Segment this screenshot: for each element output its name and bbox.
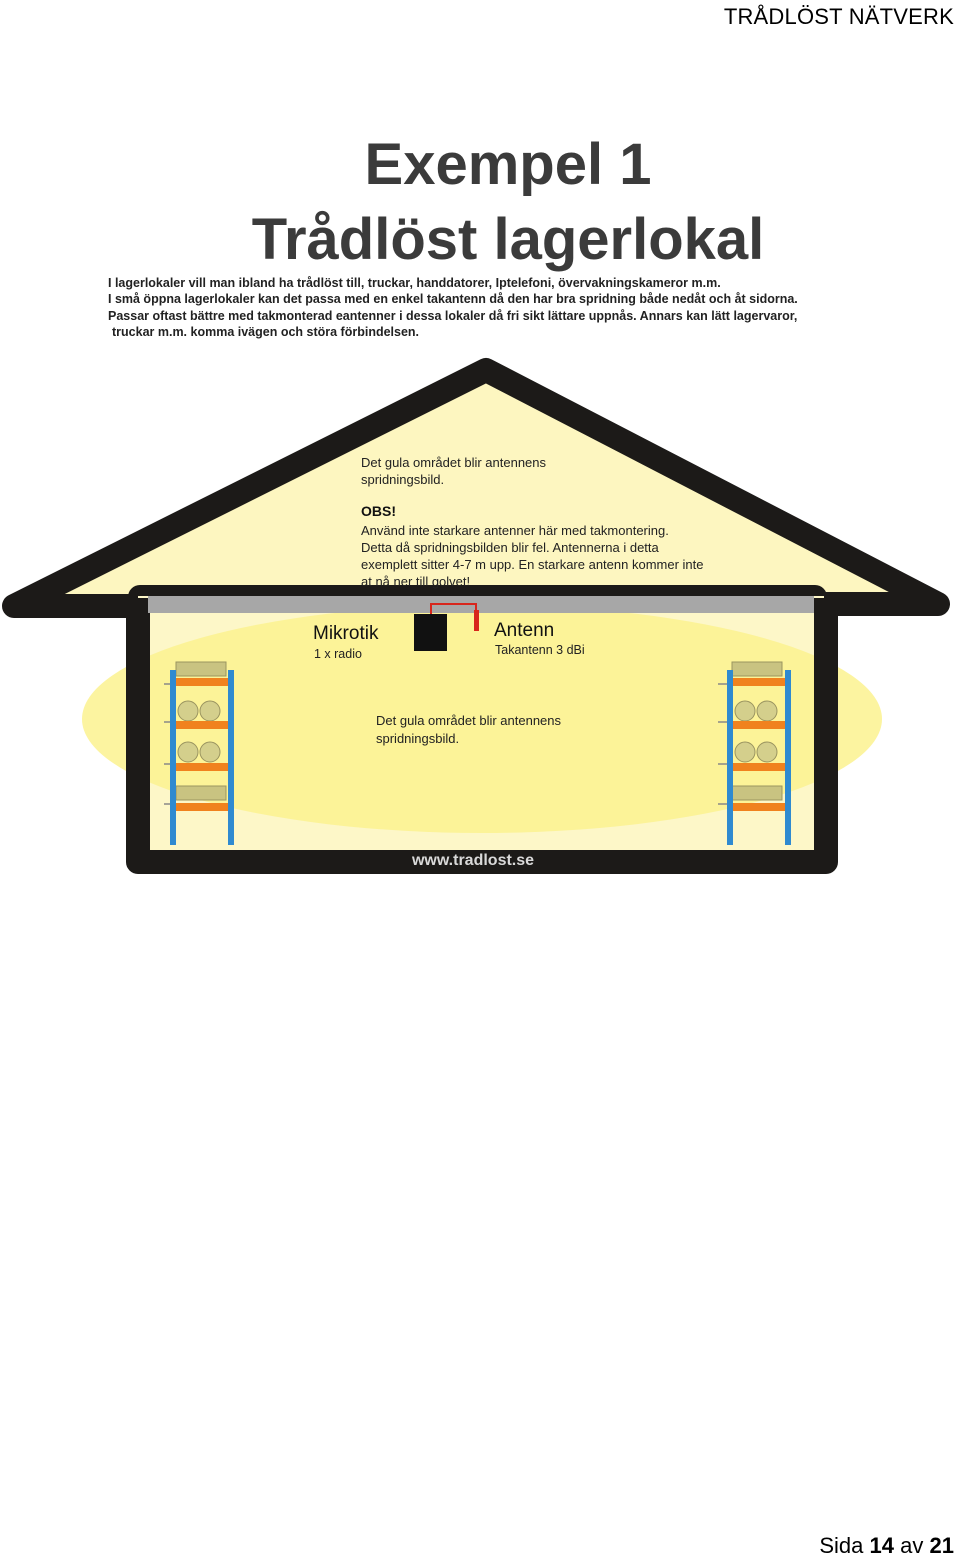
footer-prefix: Sida: [819, 1533, 864, 1558]
obs-line: Detta då spridningsbilden blir fel. Antennerna i detta: [361, 540, 659, 555]
antenna-label: Antenn: [494, 620, 555, 641]
footer-total-pages: 21: [929, 1533, 954, 1558]
obs-line: at nå ner till golvet!: [361, 574, 471, 589]
router-box: [414, 614, 447, 651]
floor-note-line: spridningsbild.: [376, 731, 460, 746]
figure-title-line1: Exempel 1: [364, 132, 652, 197]
ceiling-antenna: [474, 610, 479, 631]
page-footer: [819, 1533, 954, 1559]
figure-title-line2: Trådlöst lagerlokal: [251, 207, 765, 272]
obs-heading: OBS!: [361, 503, 396, 519]
obs-line: exemplett sitter 4-7 m upp. En starkare antenn kommer inte: [361, 557, 704, 572]
intro-line: I små öppna lagerlokaler kan det passa med en enkel takantenn då den har bra spridning både nedåt och åt sidorna.: [108, 292, 798, 306]
antenna-sublabel: Takantenn 3 dBi: [495, 643, 585, 657]
obs-line: Använd inte starkare antenner här med takmontering.: [361, 523, 669, 538]
intro-line: Passar oftast bättre med takmonterad eantenner i dessa lokaler då fri sikt lättare uppnås. Annars kan lätt lagervaror,: [108, 309, 798, 323]
intro-line: I lagerlokaler vill man ibland ha trådlöst till, truckar, handdatorer, Iptelefoni, övervakningskameror m.m.: [108, 276, 721, 290]
device-label: Mikrotik: [313, 623, 379, 644]
footer-page-number: 14: [869, 1533, 895, 1558]
floor-note-line: Det gula området blir antennens: [376, 713, 562, 728]
ceiling-beam: [148, 596, 814, 613]
intro-line: truckar m.m. komma ivägen och störa förbindelsen.: [112, 325, 420, 339]
intro-paragraph: [108, 276, 798, 339]
running-header: TRÅDLÖST NÄTVERK: [723, 4, 954, 29]
roof-note-line: Det gula området blir antennens: [361, 455, 547, 470]
website-label: www.tradlost.se: [411, 852, 535, 869]
device-sublabel: 1 x radio: [314, 647, 362, 661]
roof-note-line: spridningsbild.: [361, 472, 445, 487]
footer-separator: av: [900, 1533, 924, 1558]
